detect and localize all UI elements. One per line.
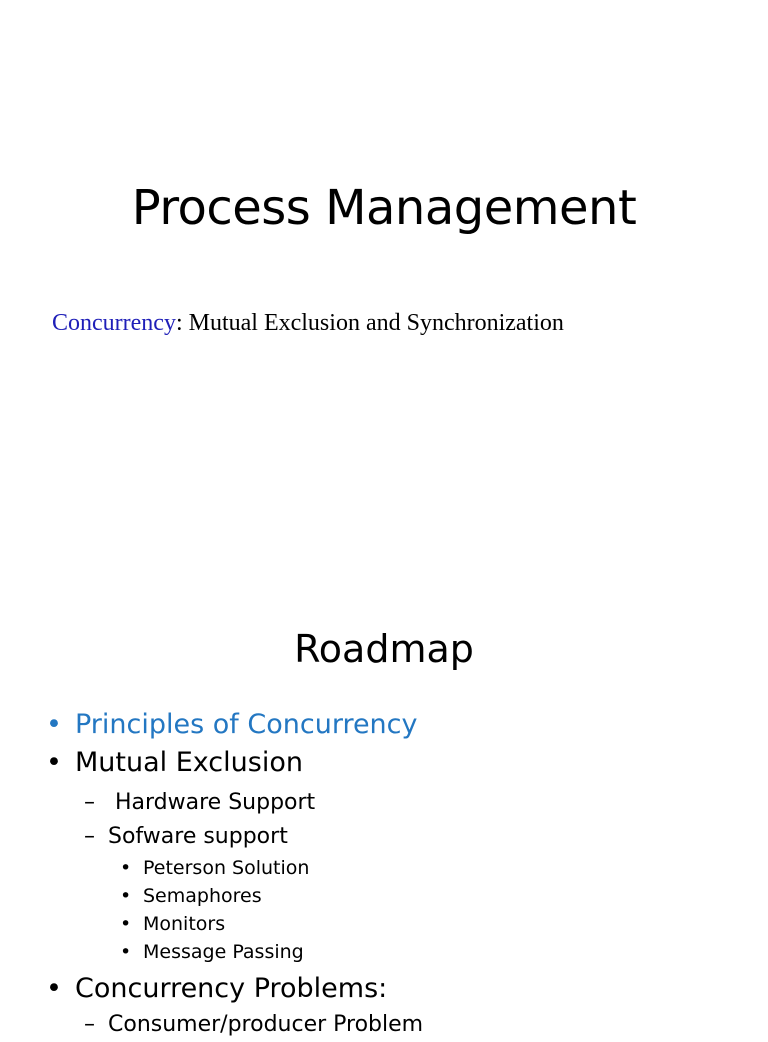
bullet-icon: • (46, 709, 62, 740)
list-item (46, 1008, 423, 1042)
list-item-text: Peterson Solution (143, 857, 310, 879)
dash-icon: – (84, 790, 95, 815)
list-item (46, 938, 423, 966)
list-item (46, 820, 423, 854)
slide-title: Process Management (131, 180, 637, 236)
list-item (46, 882, 423, 910)
roadmap-slide (0, 576, 768, 1037)
list-item (46, 854, 423, 882)
slide-title: Roadmap (294, 627, 474, 671)
list-item-text: Consumer/producer Problem (108, 1012, 424, 1037)
list-item-text: Mutual Exclusion (75, 747, 303, 778)
list-item (46, 970, 423, 1008)
subtitle-rest: : Mutual Exclusion and Synchronization (175, 310, 564, 336)
subtitle-accent-word: Concurrency (52, 310, 176, 336)
list-item (46, 786, 423, 820)
list-item (46, 744, 423, 782)
bullet-icon: • (120, 913, 132, 935)
list-item-text: Semaphores (143, 885, 262, 907)
bullet-icon: • (120, 941, 132, 963)
roadmap-list (46, 706, 423, 1042)
bullet-icon: • (120, 857, 132, 879)
list-item-text: Message Passing (143, 941, 304, 963)
bullet-icon: • (46, 973, 62, 1004)
bullet-icon: • (120, 885, 132, 907)
list-item-text: Sofware support (108, 824, 288, 849)
list-item-text: Principles of Concurrency (75, 709, 418, 740)
list-item-text: Monitors (143, 913, 226, 935)
dash-icon: – (84, 1012, 95, 1037)
list-item (46, 706, 423, 744)
slide-subtitle (52, 306, 564, 340)
bullet-icon: • (46, 747, 62, 778)
list-item (46, 910, 423, 938)
list-item-text: Concurrency Problems: (75, 973, 388, 1004)
dash-icon: – (84, 824, 95, 849)
list-item-text: Hardware Support (108, 790, 316, 815)
